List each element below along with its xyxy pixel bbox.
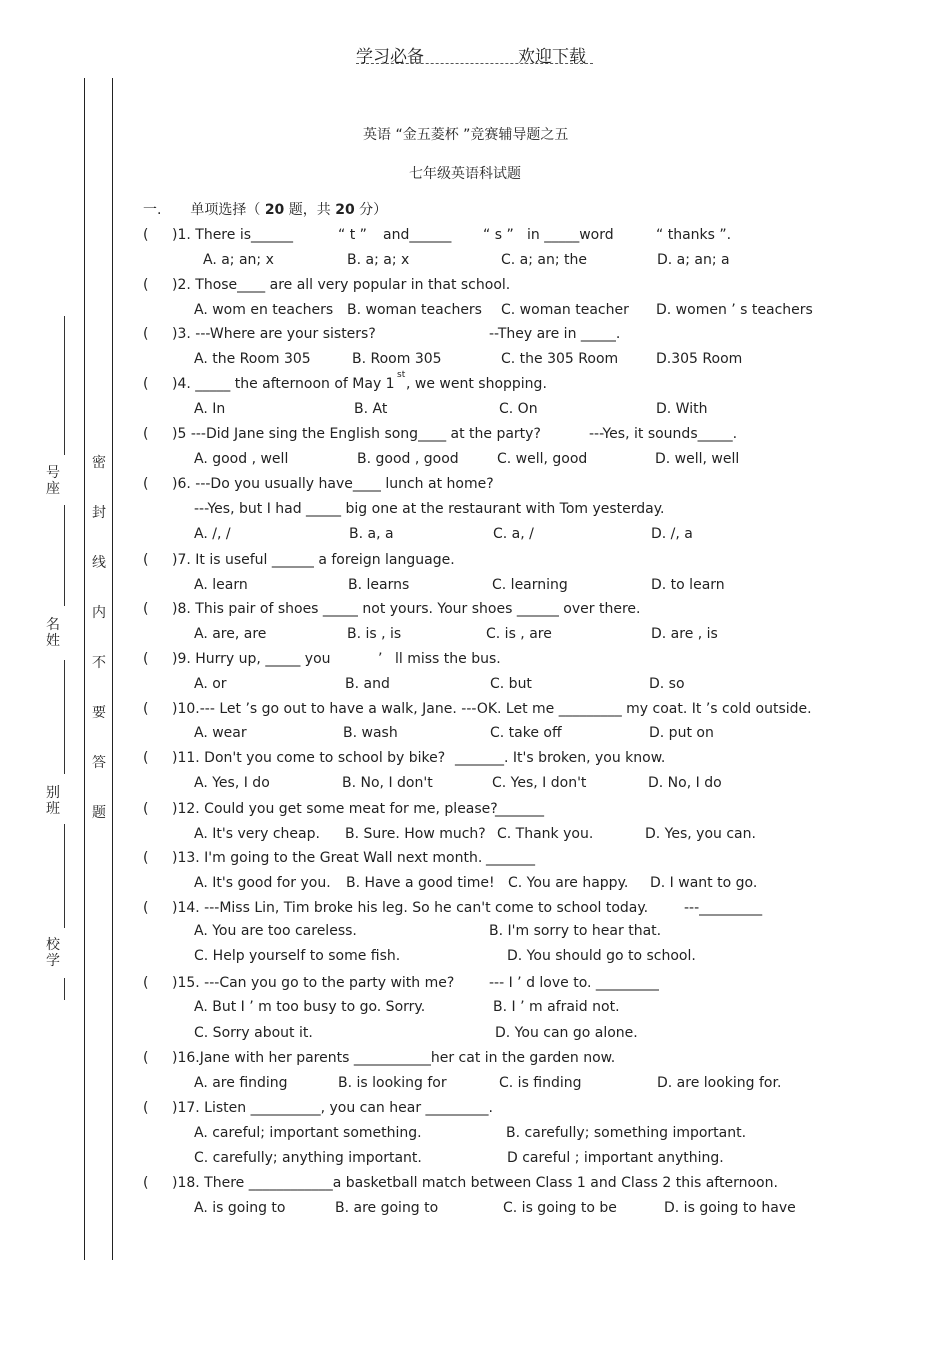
side-label-char: 校 — [46, 937, 60, 953]
answer-paren: ( — [143, 227, 149, 243]
option-item: C. but — [490, 676, 532, 692]
option-item: C. is finding — [499, 1075, 582, 1091]
answer-paren: ( — [143, 651, 149, 667]
side-label-char: 号 — [46, 465, 60, 481]
option-item: D careful ; important anything. — [507, 1150, 724, 1166]
option-item: D. With — [656, 401, 708, 417]
question-stem: , we went shopping. — [406, 376, 547, 392]
binding-notice-char: 内 — [92, 605, 106, 621]
exam-title: 英语 “金五菱杯 ”竞赛辅导题之五 — [363, 127, 569, 143]
answer-paren: ( — [143, 850, 149, 866]
answer-paren: ( — [143, 326, 149, 342]
question-stem: )8. This pair of shoes _____ not yours. Your shoes ______ over there. — [172, 601, 641, 617]
question-stem: )14. ---Miss Lin, Tim broke his leg. So he can't come to school today. — [172, 900, 649, 916]
question-stem: _______ — [486, 850, 535, 866]
side-divider-line — [64, 660, 65, 774]
binding-notice-char: 不 — [92, 655, 106, 671]
option-item: A. is going to — [194, 1200, 286, 1216]
binding-line-left — [84, 78, 85, 1260]
option-item: C. take off — [490, 725, 562, 741]
question-stem: )6. ---Do you usually have____ lunch at home? — [172, 476, 494, 492]
side-divider-line — [64, 505, 65, 606]
option-item: D.305 Room — [656, 351, 743, 367]
option-item: B. Room 305 — [352, 351, 442, 367]
option-item: D. well, well — [655, 451, 740, 467]
option-item: B. carefully; something important. — [506, 1125, 747, 1141]
option-item: A. a; an; x — [203, 252, 274, 268]
option-item: C. Yes, I don't — [492, 775, 587, 791]
answer-paren: ( — [143, 601, 149, 617]
option-item: D. are looking for. — [657, 1075, 782, 1091]
question-stem: )7. It is useful ______ a foreign language. — [172, 552, 455, 568]
option-item: A. wear — [194, 725, 247, 741]
option-item: A. are, are — [194, 626, 267, 642]
option-item: D. No, I do — [648, 775, 722, 791]
question-stem: “ t ” — [338, 227, 367, 243]
section-score: 20 — [335, 202, 355, 218]
question-stem: _______. It's broken, you know. — [455, 750, 666, 766]
answer-paren: ( — [143, 277, 149, 293]
option-item: D. put on — [649, 725, 714, 741]
option-item: C. Help yourself to some fish. — [194, 948, 401, 964]
question-stem: )2. Those____ are all very popular in that school. — [172, 277, 511, 293]
answer-paren: ( — [143, 476, 149, 492]
question-stem: )18. There ____________a basketball match between Class 1 and Class 2 this afternoon. — [172, 1175, 778, 1191]
question-stem: )12. Could you get some meat for me, please? — [172, 801, 498, 817]
option-item: A. or — [194, 676, 227, 692]
option-item: D. to learn — [651, 577, 725, 593]
question-stem: “ s ” — [483, 227, 514, 243]
option-item: B. learns — [348, 577, 410, 593]
option-item: D. You should go to school. — [507, 948, 696, 964]
option-item: A. learn — [194, 577, 248, 593]
option-item: D. so — [649, 676, 685, 692]
answer-paren: ( — [143, 975, 149, 991]
option-item: A. wom en teachers — [194, 302, 334, 318]
side-label-char: 学 — [46, 953, 60, 969]
option-item: C. On — [499, 401, 538, 417]
side-label-char: 姓 — [46, 633, 60, 649]
section-label: 单项选择（ — [190, 202, 261, 218]
option-item: C. woman teacher — [501, 302, 629, 318]
option-item: A. Yes, I do — [194, 775, 270, 791]
option-item: C. carefully; anything important. — [194, 1150, 422, 1166]
option-item: A. /, / — [194, 526, 231, 542]
option-item: C. learning — [492, 577, 568, 593]
question-stem: )17. Listen __________, you can hear _________. — [172, 1100, 493, 1116]
side-divider-line — [64, 978, 65, 1000]
option-item: B. and — [345, 676, 390, 692]
option-item: D. a; an; a — [657, 252, 730, 268]
side-divider-line — [64, 316, 65, 455]
question-stem: )5 ---Did Jane sing the English song____ at the party? — [172, 426, 541, 442]
header-left: 学习必备 — [356, 47, 424, 67]
option-item: C. is , are — [486, 626, 552, 642]
option-item: D. You can go alone. — [495, 1025, 638, 1041]
binding-notice-char: 答 — [92, 755, 106, 771]
question-stem: in _____word — [527, 227, 614, 243]
option-item: B. woman teachers — [347, 302, 482, 318]
question-stem-continued: ---Yes, but I had _____ big one at the restaurant with Tom yesterday. — [194, 501, 665, 517]
option-item: C. You are happy. — [508, 875, 629, 891]
question-stem: )16.Jane with her parents ___________her cat in the garden now. — [172, 1050, 616, 1066]
option-item: A. the Room 305 — [194, 351, 311, 367]
question-stem: )1. There is______ — [172, 227, 294, 243]
option-item: C. Sorry about it. — [194, 1025, 313, 1041]
answer-paren: ( — [143, 750, 149, 766]
binding-notice-char: 封 — [92, 505, 106, 521]
question-stem: ’ — [378, 651, 383, 667]
question-stem: --- I ’ d love to. _________ — [489, 975, 659, 991]
binding-notice-char: 要 — [92, 705, 106, 721]
answer-paren: ( — [143, 1100, 149, 1116]
side-divider-line — [64, 824, 65, 928]
option-item: B. are going to — [335, 1200, 439, 1216]
option-item: B. a; a; x — [347, 252, 410, 268]
binding-notice-char: 线 — [92, 555, 106, 571]
question-stem: )4. _____ the afternoon of May 1 — [172, 376, 395, 392]
option-item: B. wash — [343, 725, 398, 741]
section-heading — [143, 199, 387, 219]
section-mid: 题，共 — [288, 202, 331, 218]
question-stem: )11. Don't you come to school by bike? — [172, 750, 446, 766]
side-label-char: 座 — [46, 481, 60, 497]
side-label-char: 名 — [46, 617, 60, 633]
option-item: C. well, good — [497, 451, 588, 467]
option-item: D. are , is — [651, 626, 718, 642]
option-item: C. a, / — [493, 526, 534, 542]
question-stem: ll miss the bus. — [395, 651, 501, 667]
option-item: D. Yes, you can. — [645, 826, 756, 842]
option-item: A. But I ’ m too busy to go. Sorry. — [194, 999, 426, 1015]
option-item: C. a; an; the — [501, 252, 588, 268]
section-end: 分） — [359, 202, 388, 218]
option-item: A. are finding — [194, 1075, 288, 1091]
side-label-char: 班 — [46, 801, 60, 817]
option-item: B. Have a good time! — [346, 875, 495, 891]
option-item: A. good , well — [194, 451, 289, 467]
question-stem: )15. ---Can you go to the party with me? — [172, 975, 455, 991]
option-item: C. the 305 Room — [501, 351, 619, 367]
option-item: D. is going to have — [664, 1200, 796, 1216]
question-stem: and______ — [383, 227, 452, 243]
answer-paren: ( — [143, 426, 149, 442]
question-stem: st — [397, 370, 406, 380]
answer-paren: ( — [143, 801, 149, 817]
option-item: B. a, a — [349, 526, 394, 542]
option-item: C. Thank you. — [497, 826, 594, 842]
question-stem: )9. Hurry up, _____ you — [172, 651, 331, 667]
question-stem: )3. ---Where are your sisters? — [172, 326, 376, 342]
answer-paren: ( — [143, 900, 149, 916]
option-item: A. It's good for you. — [194, 875, 331, 891]
option-item: B. I ’ m afraid not. — [493, 999, 620, 1015]
option-item: D. I want to go. — [650, 875, 758, 891]
question-stem: “ thanks ”. — [656, 227, 732, 243]
side-label-char: 别 — [46, 785, 60, 801]
option-item: B. I'm sorry to hear that. — [489, 923, 662, 939]
option-item: A. You are too careless. — [194, 923, 357, 939]
section-count: 20 — [264, 202, 285, 218]
answer-paren: ( — [143, 1175, 149, 1191]
header-underline — [356, 63, 593, 64]
question-stem: --They are in _____. — [489, 326, 621, 342]
answer-paren: ( — [143, 376, 149, 392]
binding-notice-char: 题 — [92, 805, 106, 821]
question-stem: _______ — [495, 801, 544, 817]
answer-paren: ( — [143, 1050, 149, 1066]
option-item: D. women ’ s teachers — [656, 302, 813, 318]
option-item: B. is looking for — [338, 1075, 447, 1091]
option-item: A. It's very cheap. — [194, 826, 320, 842]
binding-notice-char: 密 — [92, 455, 106, 471]
question-stem: ---Yes, it sounds_____. — [589, 426, 738, 442]
binding-line-right — [112, 78, 113, 1260]
option-item: A. careful; important something. — [194, 1125, 422, 1141]
option-item: D. /, a — [651, 526, 693, 542]
question-stem: ---_________ — [684, 900, 763, 916]
answer-paren: ( — [143, 701, 149, 717]
option-item: B. is , is — [347, 626, 402, 642]
option-item: C. is going to be — [503, 1200, 617, 1216]
header-right: 欢迎下载 — [518, 47, 586, 67]
option-item: B. Sure. How much? — [345, 826, 486, 842]
section-number: 一. — [143, 202, 162, 218]
answer-paren: ( — [143, 552, 149, 568]
question-stem: )10.--- Let ’s go out to have a walk, Jane. ---OK. Let me _________ my coat. It ’s cold outside. — [172, 701, 812, 717]
question-stem: )13. I'm going to the Great Wall next month. — [172, 850, 483, 866]
exam-subtitle: 七年级英语科试题 — [409, 166, 521, 182]
option-item: B. No, I don't — [342, 775, 433, 791]
option-item: B. At — [354, 401, 388, 417]
option-item: B. good , good — [357, 451, 459, 467]
option-item: A. In — [194, 401, 226, 417]
